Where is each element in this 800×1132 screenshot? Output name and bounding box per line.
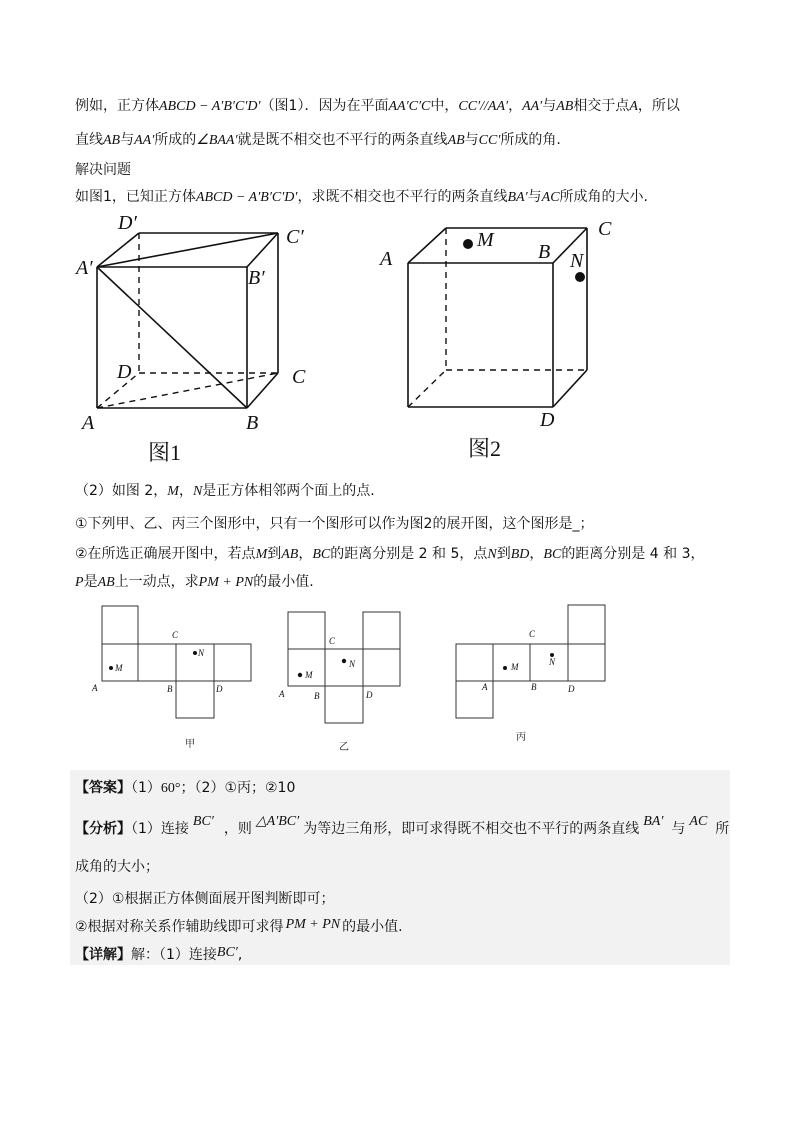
text: 所成的角. (500, 132, 561, 148)
math-ab: AB (281, 547, 299, 562)
point-n (575, 272, 585, 282)
text: ②在所选正确展开图中，若点 (75, 546, 256, 562)
math-parallel: CC′//AA′ (458, 99, 509, 114)
answer-tag: 【答案】 (75, 780, 131, 796)
point-n (193, 651, 197, 655)
text: 上一动点，求 (114, 574, 199, 590)
text: （1） (131, 780, 161, 796)
label-m: M (477, 229, 494, 251)
label-b: B (246, 412, 259, 434)
math-bd: BD (510, 547, 530, 562)
section-heading: 解决问题 (75, 162, 131, 178)
math-cube: ABCD − A′B′C′D′ (195, 190, 298, 205)
text: ， (529, 546, 544, 562)
label-a: A (482, 682, 488, 692)
label-c: C (172, 630, 179, 640)
label-c: C (529, 629, 536, 639)
math-plane: AA′C′C (388, 99, 431, 114)
net-jia (85, 600, 275, 760)
detail-tag: 【详解】 (75, 947, 131, 963)
text: 是 (83, 574, 98, 590)
label-a: A (82, 412, 95, 434)
net-caption: 甲 (185, 739, 195, 750)
label-d: D (216, 684, 223, 694)
math-ac: AC (541, 190, 560, 205)
math-ab: AB (103, 133, 121, 148)
label-b-prime: B′ (248, 267, 265, 289)
text: 的最小值. (342, 919, 403, 935)
math-cube: ABCD − A′B′C′D′ (159, 99, 261, 114)
label-n: N (549, 657, 556, 667)
math-expr: PM + PN (285, 917, 341, 932)
point-m (503, 666, 507, 670)
net-caption: 乙 (339, 742, 349, 753)
analysis-line-2: 成角的大小； (75, 859, 159, 875)
net-caption: 丙 (516, 732, 526, 743)
net-bing (445, 600, 615, 750)
text: 的距离分别是 4 和 3， (561, 546, 705, 562)
text: 到 (496, 546, 511, 562)
math-ab: AB (556, 99, 574, 114)
text: 例如，正方体 (75, 98, 159, 114)
text: 与 (542, 98, 557, 114)
text: 到 (267, 546, 282, 562)
text: 与 (464, 132, 479, 148)
label-d: D (117, 361, 132, 383)
part2-line-3 (75, 544, 704, 565)
text: 所成角的大小. (559, 189, 648, 205)
label-b: B (314, 691, 320, 701)
label-n: N (570, 250, 584, 272)
part2-line-4 (75, 572, 314, 593)
math-aa: AA′ (134, 133, 155, 148)
part2-line-2: ①下列甲、乙、丙三个图形中，只有一个图形可以作为图2的展开图，这个图形是_； (75, 516, 594, 532)
text: , (237, 947, 243, 963)
text: 与 (120, 132, 135, 148)
text: ， (508, 98, 523, 114)
math-expr: PM + PN (198, 575, 254, 590)
intro-line-2 (75, 130, 561, 151)
math-ab: AB (447, 133, 465, 148)
text: （图1）．因为在平面 (260, 98, 389, 114)
text: 解：（1）连接 (131, 947, 217, 963)
point-m (109, 666, 113, 670)
answer-line (75, 778, 295, 799)
point-n (342, 659, 346, 663)
text: （2）如图 2， (75, 483, 168, 499)
label-c: C (329, 636, 336, 646)
text: ， (178, 483, 193, 499)
text: ，所以 (637, 98, 680, 114)
text: ；（2）①丙；②10 (180, 780, 296, 796)
analysis-line-3: （2）①根据正方体侧面展开图判断即可； (75, 891, 335, 907)
text: ②根据对称关系作辅助线即可求得 (75, 919, 284, 935)
math-n: N (192, 484, 203, 499)
math-ac: AC (689, 814, 708, 829)
label-c: C (598, 218, 612, 240)
point-m (463, 239, 473, 249)
analysis-line-1 (75, 814, 730, 840)
math-n: N (487, 547, 497, 562)
text: 是正方体相邻两个面上的点. (202, 483, 375, 499)
label-m: M (511, 662, 519, 672)
label-d: D (366, 690, 373, 700)
math-point-a: A (629, 99, 638, 114)
text: 所 (715, 821, 730, 837)
text: 相交于点 (573, 98, 630, 114)
label-b: B (538, 241, 551, 263)
analysis-tag: 【分析】 (75, 821, 131, 837)
math-ab: AB (97, 575, 115, 590)
part2-line-1 (75, 481, 375, 502)
label-a: A (380, 248, 393, 270)
text: 为等边三角形，即可求得既不相交也不平行的两条直线 (303, 821, 640, 837)
math-aa: AA′ (522, 99, 543, 114)
label-a: A (92, 683, 98, 693)
text: （1）连接 (131, 821, 189, 837)
math-cc: CC′ (478, 133, 501, 148)
math-ba: BA′ (643, 814, 664, 829)
point-m (298, 673, 302, 677)
label-c: C (292, 366, 306, 388)
text: 与 (671, 821, 686, 837)
figure-2-caption: 图2 (468, 436, 502, 461)
math-m: M (255, 547, 268, 562)
detail-line (75, 945, 242, 966)
label-n: N (349, 659, 356, 669)
text: ，则 (223, 821, 252, 837)
text: 如图1，已知正方体 (75, 189, 196, 205)
intro-line-1 (75, 96, 680, 117)
math-p: P (75, 575, 84, 590)
math-triangle: △A′BC′ (255, 814, 300, 829)
text: 直线 (75, 132, 103, 148)
text: 所成的 (154, 132, 197, 148)
label-b: B (531, 682, 537, 692)
text: 的最小值. (253, 574, 314, 590)
label-a-prime: A′ (76, 257, 93, 279)
net-yi (275, 600, 425, 760)
text: 的距离分别是 2 和 5，点 (330, 546, 488, 562)
label-m: M (305, 670, 313, 680)
label-d-prime: D′ (118, 212, 137, 234)
figure-1-cube (70, 210, 340, 470)
math-m: M (167, 484, 179, 499)
text: ，求既不相交也不平行的两条直线 (297, 189, 508, 205)
analysis-line-4 (75, 917, 403, 938)
label-a: A (279, 689, 285, 699)
label-n: N (198, 648, 205, 658)
label-c-prime: C′ (286, 226, 304, 248)
text: ， (298, 546, 313, 562)
math-ba: BA′ (507, 190, 528, 205)
math-angle: ∠BAA′ (196, 133, 238, 148)
text: 中， (430, 98, 459, 114)
math-bc: BC′ (216, 945, 238, 960)
label-m: M (115, 663, 123, 673)
label-d: D (568, 684, 575, 694)
math-bc: BC (312, 547, 331, 562)
figure-2-cube (370, 210, 640, 470)
figure-1-caption: 图1 (148, 440, 182, 465)
label-d: D (540, 409, 555, 431)
math-bc: BC (543, 547, 562, 562)
intro-line-3 (75, 187, 648, 208)
text: 与 (527, 189, 542, 205)
text: 就是既不相交也不平行的两条直线 (237, 132, 448, 148)
label-b: B (167, 684, 173, 694)
math-degree: 60° (160, 781, 181, 796)
math-bc: BC′ (192, 814, 214, 829)
